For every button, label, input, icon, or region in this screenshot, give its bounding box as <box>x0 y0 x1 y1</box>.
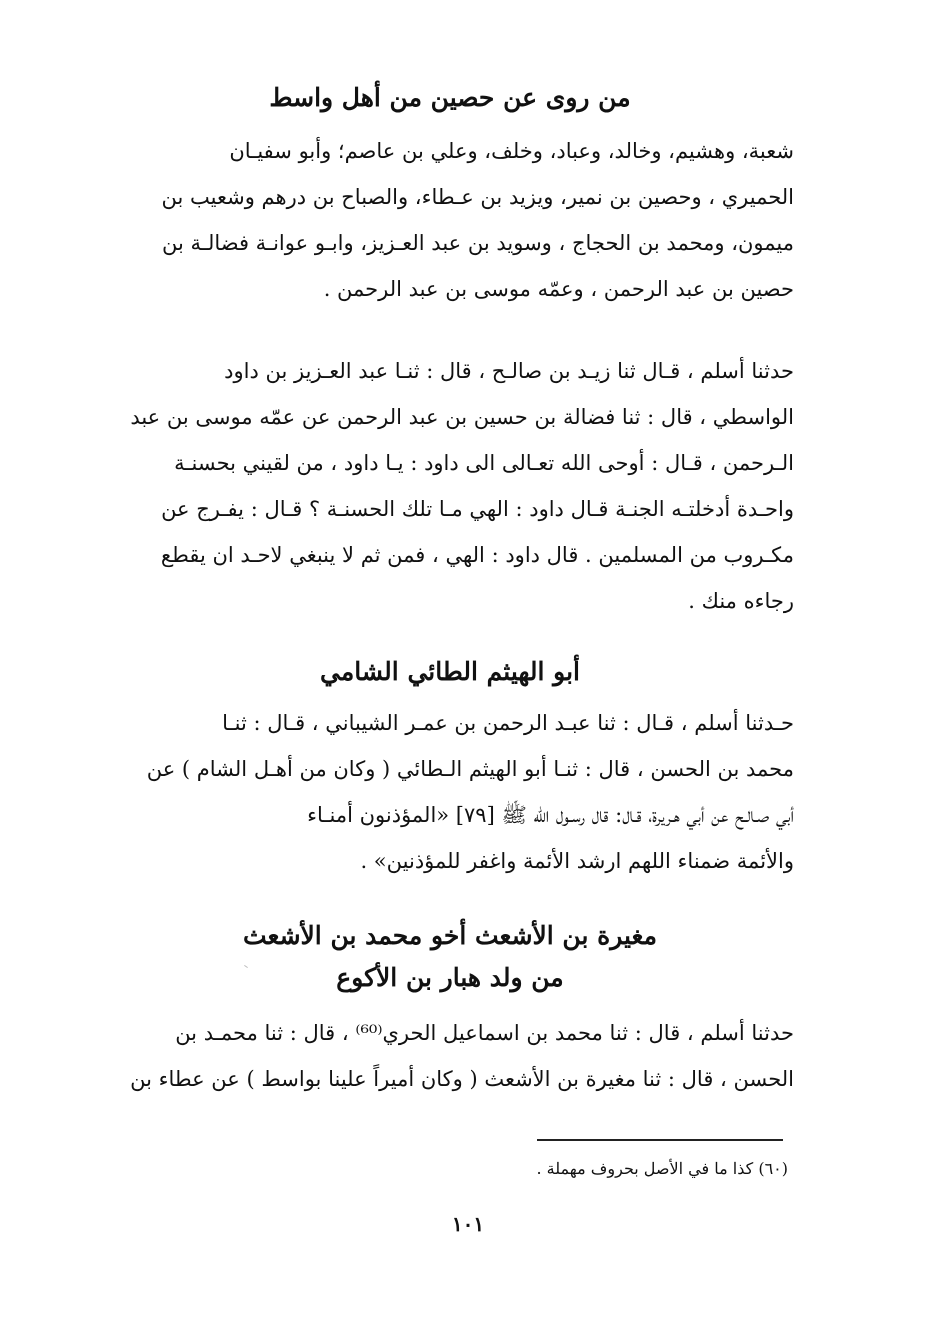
footnote-60: (٦٠) كذا ما في الأصل بحروف مهملة . <box>536 1159 788 1178</box>
text-line: رجاءه منك . <box>688 589 794 613</box>
narrators-list-paragraph <box>100 128 794 312</box>
text-line: الواسطي ، قال : ثنا فضالة بن حسين بن عبد الرحمن عن عمّه موسى بن عبد <box>130 405 794 429</box>
text-line: حصين بن عبد الرحمن ، وعمّه موسى بن عبد الرحمن . <box>323 277 794 301</box>
hadith-paragraph-muadhdhinun <box>100 700 794 884</box>
text-line: الحميري ، وحصين بن نمير، ويزيد بن عـطاء، والصباح بن درهم وشعيب بن <box>161 185 794 209</box>
text-line: الحسن ، قال : ثنا مغيرة بن الأشعث ( وكان أميراً علينا بواسط ) عن عطاء بن <box>130 1067 794 1091</box>
section-heading-narrators-of-husayn: من روى عن حصين من أهل واسط <box>269 83 631 112</box>
text-line: مكـروب من المسلمين . قال داود : الهي ، فمن ثم لا ينبغي لاحـد ان يقطع <box>160 543 794 567</box>
text-line: محمد بن الحسن ، قال : ثنـا أبو الهيثم الـطائي ( وكان من أهـل الشام ) عن <box>146 757 794 781</box>
section-heading-mughira-line2: من ولد هبار بن الأكوع <box>336 963 564 992</box>
text-line: شعبة، وهشيم، وخالد، وعباد، وخلف، وعلي بن عاصم؛ وأبو سفيـان <box>229 139 794 163</box>
text-line: الـرحمن ، قـال : أوحى الله تعـالى الى داود : يـا داود ، من لقيني بحسنـة <box>174 451 794 475</box>
text-line: أبي صـالـح عن أبي هـريرة، قـال: قال رسـول الله ﷺ [٧٩] «المؤذنون أمنـاء <box>307 803 794 827</box>
text-line: حدثنا أسلم ، قال : ثنا محمد بن اسماعيل الحري⁽⁶⁰⁾ ، قال : ثنا محمـد بن <box>175 1021 794 1045</box>
hadith-paragraph-mughira <box>100 1010 794 1102</box>
footnote-separator <box>537 1139 783 1141</box>
hadith-paragraph-dawud <box>100 348 794 624</box>
text-line: ميمون، ومحمد بن الحجاج ، وسويد بن عبد العـزيز، وابـو عوانـة فضالـة بن <box>162 231 794 255</box>
text-line: واحـدة أدخلتـه الجنـة قـال داود : الهي مـا تلك الحسنـة ؟ قـال : يفـرج عن <box>161 497 794 521</box>
page-number: ١٠١ <box>451 1212 485 1236</box>
text-line: والأئمة ضمناء اللهم ارشد الأئمة واغفر للمؤذنين» . <box>360 849 794 873</box>
section-heading-mughira-line1: مغيرة بن الأشعث أخو محمد بن الأشعث <box>242 921 658 950</box>
text-line: حـدثنا أسلم ، قـال : ثنا عبـد الرحمن بن عمـر الشيباني ، قـال : ثنـا <box>222 711 794 735</box>
text-line: حدثنا أسلم ، قـال ثنا زيـد بن صالـح ، قال : ثنـا عبد العـزيز بن داود <box>224 359 794 383</box>
section-heading-abu-al-haytham: أبو الهيثم الطائي الشامي <box>320 657 580 686</box>
